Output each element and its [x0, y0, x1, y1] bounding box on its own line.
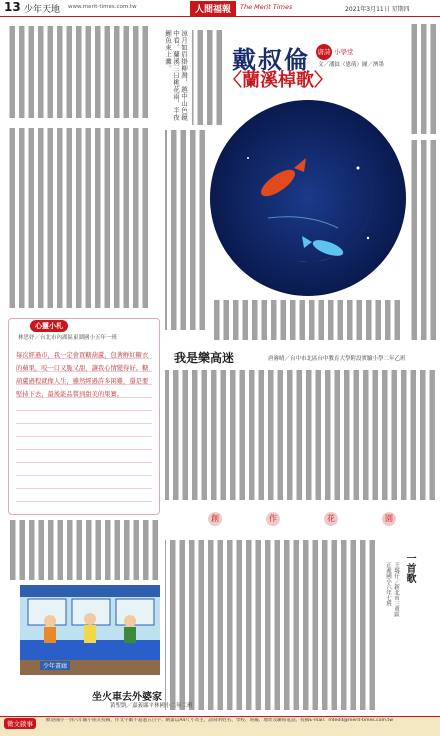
text-column-block [210, 300, 400, 340]
text-column-block [165, 370, 435, 500]
painting-title: 坐火車去外婆家 [92, 692, 162, 703]
submission-badge: 徵文啟事 [4, 718, 36, 729]
child-figure-icon [124, 615, 136, 643]
poem-title: 一首歌 [404, 553, 415, 583]
painting-author: 黃聖凱／嘉義縣平林國小二年二班 [110, 703, 193, 709]
banner-char: 作 [266, 512, 280, 526]
page-number: 13 [4, 0, 21, 14]
notebook-author: 林思妤／台北市內湖區東湖國小五年一班 [18, 335, 118, 341]
issue-date: 2021年3月11日 星期四 [345, 6, 410, 13]
text-column-block [8, 26, 148, 118]
child-figure-icon [44, 615, 56, 643]
poem-author: 王璿仔／新北市三重區正義國小六年七班 [385, 562, 399, 617]
banner-char: 園 [382, 512, 396, 526]
child-figure-icon [84, 613, 96, 643]
poetry-badge: 唐詩 [316, 44, 332, 60]
text-column-block [8, 128, 148, 308]
text-column-block [165, 130, 205, 330]
text-column-block [408, 140, 436, 340]
gallery-caption: 少年畫廊 [40, 661, 70, 670]
feature-credit: 文／潘紋（恩萌）圖／濟墨 [318, 62, 385, 68]
banner-char: 創 [208, 512, 222, 526]
poetry-badge-suffix: 小學堂 [334, 48, 354, 56]
feature-title: 戴叔倫 [232, 45, 310, 74]
creative-garden-banner [208, 512, 413, 532]
moon-koi-illustration [208, 98, 408, 298]
essay-title: 我是樂高迷 [174, 351, 235, 365]
notebook-tag: 心靈小札 [30, 320, 68, 332]
text-column-block [165, 540, 375, 710]
newspaper-logo: 人間福報 [190, 1, 236, 16]
section-title: 少年天地 [24, 5, 61, 15]
essay-byline: 唐濬晴／台中市北區台中教育大學附設實驗小學二年乙班 [268, 356, 406, 362]
notebook-text: 每次經過市，我一定會買糖葫蘆，包著鮮紅糖衣的蘋果，咬一口又脆又甜，讓我心情變得好。糖葫蘆過程就像人生，雖然經過許多困難，還是要堅持下去，最後能品嘗到甜美的果實。 [16, 352, 149, 398]
newspaper-english-name: The Merit Times [240, 3, 293, 11]
poem-quote: 涼月如眉掛柳灣，越中山色鏡中看。蘭溪三日桃花雨，半夜鯉魚來上灘。 [164, 30, 188, 121]
submission-notice: 歡迎國小一到六年級小朋友投稿，作文字數不超過五百字；繪畫以A4尺寸為主，請寫明姓名、學校、班級、地址及聯絡電話。投稿E-mail：mtedit@merit-times.com.tw [46, 718, 393, 723]
feature-subtitle: 〈蘭溪棹歌〉 [224, 70, 332, 91]
banner-char: 花 [324, 512, 338, 526]
site-url[interactable]: www.merit-times.com.tw [68, 4, 137, 10]
text-column-block [408, 24, 436, 134]
text-column-block [8, 520, 158, 580]
